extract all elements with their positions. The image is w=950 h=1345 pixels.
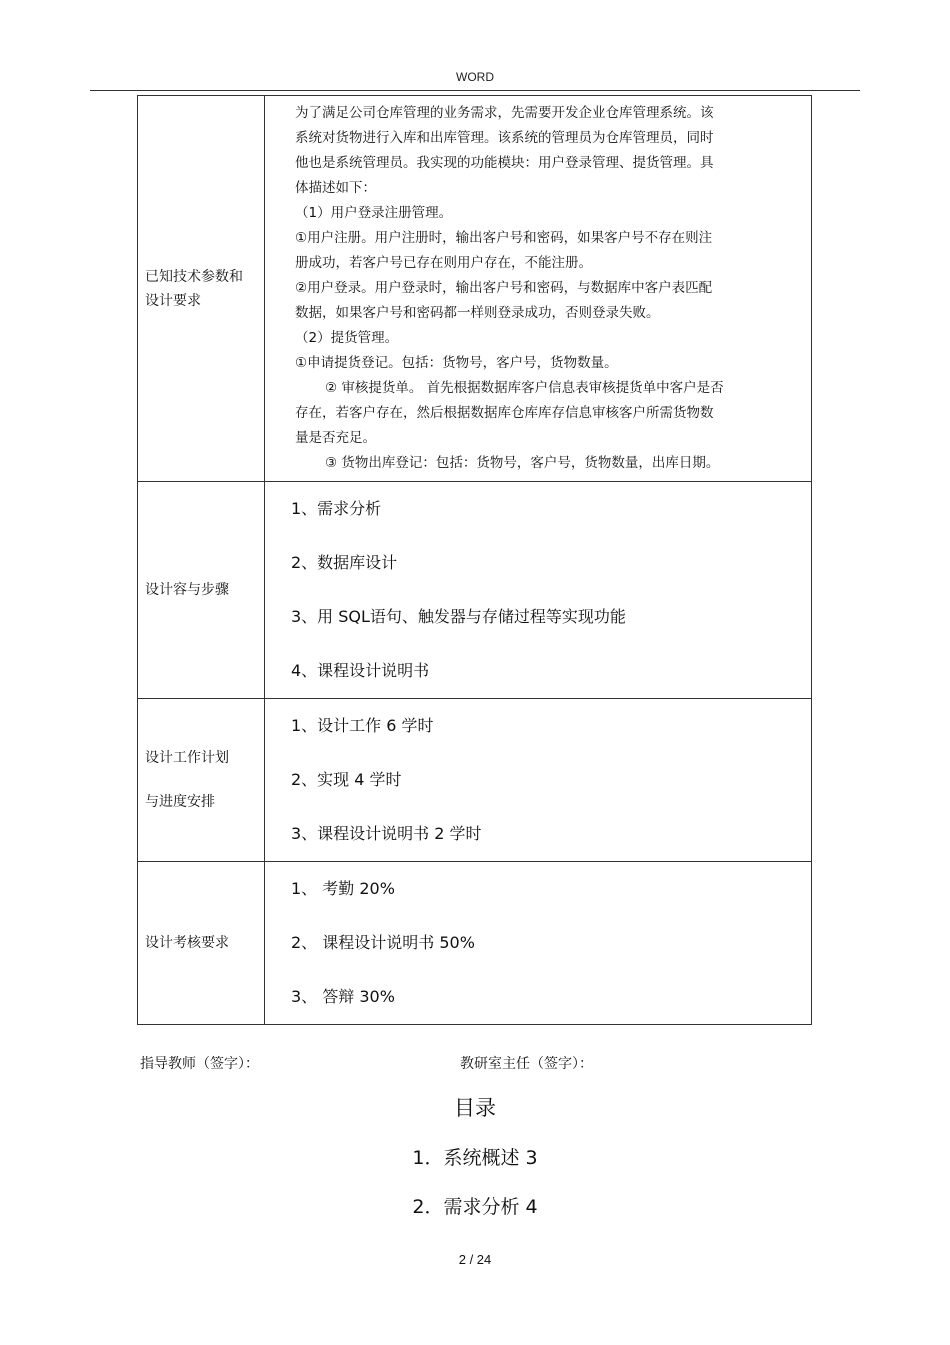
- row-label-steps: 设计容与步骤: [138, 482, 265, 699]
- row-label-text: 已知技术参数和设计要求: [145, 268, 243, 309]
- row-label-line: 与进度安排: [145, 794, 215, 810]
- desc-line: 为了满足公司仓库管理的业务需求，先需要开发企业仓库管理系统。该: [295, 105, 714, 121]
- row-label-line: 设计工作计划: [145, 750, 229, 766]
- list-item: 3、 答辩 30%: [291, 987, 395, 1006]
- desc-line: ②用户登录。用户登录时，输出客户号和密码，与数据库中客户表匹配: [295, 280, 713, 296]
- desc-line: 数据，如果客户号和密码都一样则登录成功，否则登录失败。: [295, 305, 660, 321]
- desc-line: 册成功，若客户号已存在则用户存在，不能注册。: [295, 255, 592, 271]
- list-item: 4、课程设计说明书: [291, 661, 430, 680]
- list-item: 3、用 SQL语句、触发器与存储过程等实现功能: [291, 607, 626, 626]
- row-label-schedule: [138, 699, 265, 862]
- desc-line: 他也是系统管理员。我实现的功能模块：用户登录管理、提货管理。具: [295, 155, 714, 171]
- desc-line: ①用户注册。用户注册时，输出客户号和密码，如果客户号不存在则注: [295, 230, 713, 246]
- desc-line: （1）用户登录注册管理。: [295, 205, 453, 221]
- assessment-cell: [265, 862, 812, 1025]
- row-label-assessment: 设计考核要求: [138, 862, 265, 1025]
- header-divider: [90, 90, 860, 91]
- desc-line: 量是否充足。: [295, 430, 376, 446]
- list-item: 2、 课程设计说明书 50%: [291, 933, 475, 952]
- toc-title: 目录: [454, 1096, 496, 1120]
- list-item: 1、需求分析: [291, 499, 382, 518]
- row-label-tech-params: [138, 96, 265, 482]
- desc-line: ② 审核提货单。 首先根据数据库客户信息表审核提货单中客户是否: [325, 380, 724, 396]
- desc-line: 存在，若客户存在，然后根据数据库仓库库存信息审核客户所需货物数: [295, 405, 714, 421]
- advisor-signature-label: 指导教师（签字）：: [140, 1056, 259, 1072]
- desc-line: 系统对货物进行入库和出库管理。该系统的管理员为仓库管理员，同时: [295, 130, 714, 146]
- list-item: 1、 考勤 20%: [291, 879, 395, 898]
- desc-line: ③ 货物出库登记：包括：货物号，客户号，货物数量，出库日期。: [325, 455, 720, 471]
- page-number: 2 / 24: [458, 1252, 492, 1267]
- steps-cell: [265, 482, 812, 699]
- desc-line: （2）提货管理。: [295, 330, 399, 346]
- list-item: 1、设计工作 6 学时: [291, 716, 434, 735]
- director-signature-label: 教研室主任（签字）：: [460, 1056, 593, 1072]
- description-cell: [265, 96, 812, 482]
- table-row: [138, 482, 812, 699]
- table-row: [138, 699, 812, 862]
- schedule-cell: [265, 699, 812, 862]
- table-row: [138, 862, 812, 1025]
- table-row: [138, 96, 812, 482]
- list-item: 2、实现 4 学时: [291, 770, 402, 789]
- design-spec-table: [137, 95, 812, 1025]
- desc-line: ①申请提货登记。包括：货物号，客户号，货物数量。: [295, 355, 618, 371]
- list-item: 2、数据库设计: [291, 553, 398, 572]
- desc-line: 体描述如下：: [295, 180, 376, 196]
- toc-item[interactable]: 2．需求分析 4: [412, 1196, 538, 1218]
- list-item: 3、课程设计说明书 2 学时: [291, 824, 482, 843]
- page-header-label: WORD: [456, 70, 494, 84]
- toc-item[interactable]: 1．系统概述 3: [412, 1147, 538, 1169]
